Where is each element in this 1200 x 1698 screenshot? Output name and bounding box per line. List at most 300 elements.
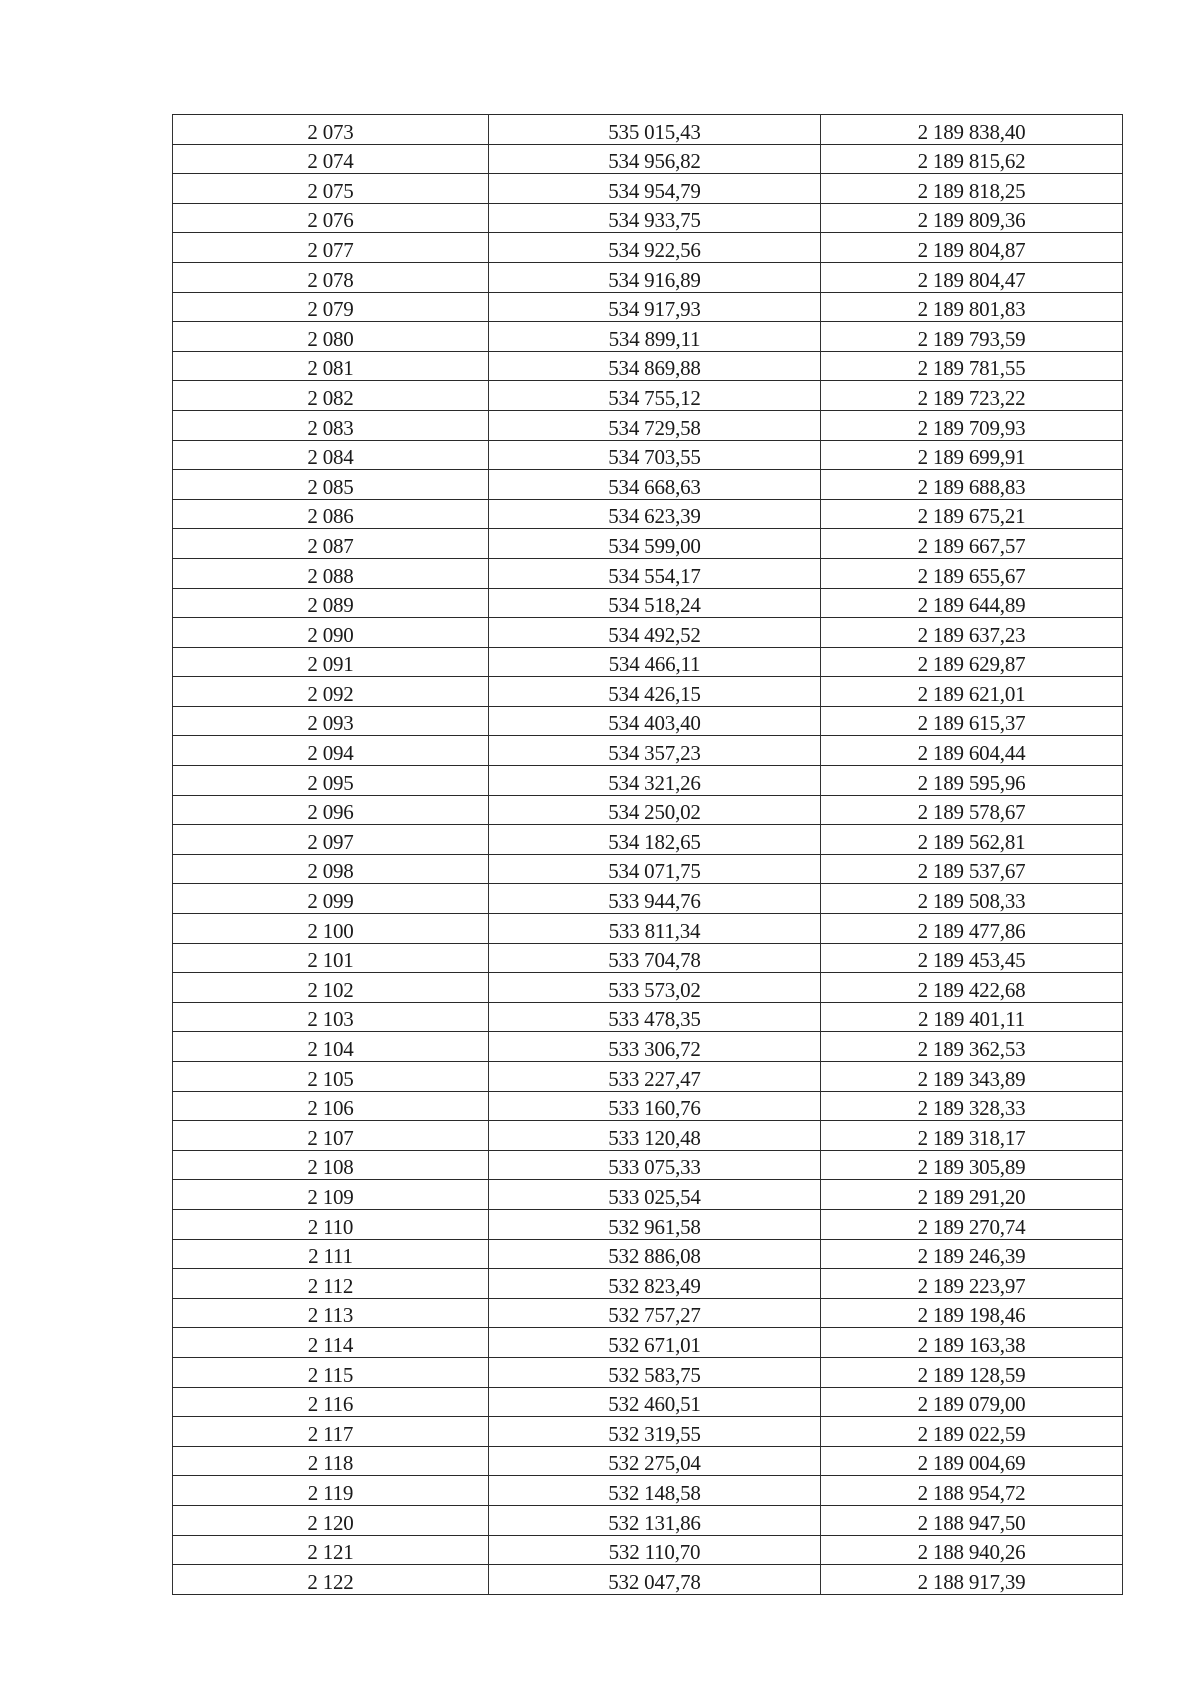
- cell-text: 2 078: [307, 267, 354, 292]
- cell-text: 2 188 917,39: [917, 1569, 1026, 1594]
- point-number-cell: [173, 1032, 489, 1062]
- x-coordinate-cell: [489, 470, 821, 500]
- cell-text: 534 554,17: [608, 563, 701, 588]
- table-row: [173, 262, 1123, 292]
- table-row: [173, 1387, 1123, 1417]
- cell-text: 2 115: [307, 1362, 354, 1387]
- y-coordinate-cell: [821, 322, 1123, 352]
- y-coordinate-cell: [821, 1180, 1123, 1210]
- point-number-cell: [173, 1091, 489, 1121]
- cell-text: 2 118: [307, 1451, 354, 1476]
- table-row: [173, 736, 1123, 766]
- y-coordinate-cell: [821, 499, 1123, 529]
- y-coordinate-cell: [821, 1209, 1123, 1239]
- point-number-cell: [173, 203, 489, 233]
- cell-text: 534 933,75: [608, 208, 701, 233]
- cell-text: 2 094: [307, 741, 354, 766]
- point-number-cell: [173, 1239, 489, 1269]
- cell-text: 2 188 947,50: [917, 1510, 1026, 1535]
- table-row: [173, 440, 1123, 470]
- cell-text: 534 599,00: [608, 533, 701, 558]
- cell-text: 2 189 723,22: [917, 385, 1026, 410]
- table-row: [173, 174, 1123, 204]
- y-coordinate-cell: [821, 1476, 1123, 1506]
- cell-text: 2 189 655,67: [917, 563, 1026, 588]
- table-row: [173, 1032, 1123, 1062]
- y-coordinate-cell: [821, 381, 1123, 411]
- cell-text: 2 189 604,44: [917, 741, 1026, 766]
- x-coordinate-cell: [489, 1180, 821, 1210]
- cell-text: 2 189 615,37: [917, 711, 1026, 736]
- table-row: [173, 706, 1123, 736]
- cell-text: 2 189 079,00: [917, 1392, 1026, 1417]
- cell-text: 2 082: [307, 385, 354, 410]
- y-coordinate-cell: [821, 706, 1123, 736]
- point-number-cell: [173, 1535, 489, 1565]
- y-coordinate-cell: [821, 914, 1123, 944]
- point-number-cell: [173, 558, 489, 588]
- cell-text: 533 120,48: [608, 1125, 701, 1150]
- cell-text: 2 189 621,01: [917, 681, 1026, 706]
- cell-text: 2 100: [307, 918, 354, 943]
- table-row: [173, 677, 1123, 707]
- point-number-cell: [173, 1446, 489, 1476]
- cell-text: 2 189 675,21: [917, 504, 1026, 529]
- y-coordinate-cell: [821, 795, 1123, 825]
- point-number-cell: [173, 1505, 489, 1535]
- table-row: [173, 292, 1123, 322]
- point-number-cell: [173, 943, 489, 973]
- cell-text: 2 097: [307, 829, 354, 854]
- x-coordinate-cell: [489, 1535, 821, 1565]
- x-coordinate-cell: [489, 795, 821, 825]
- cell-text: 2 189 328,33: [917, 1096, 1026, 1121]
- cell-text: 534 321,26: [608, 770, 701, 795]
- cell-text: 534 869,88: [608, 356, 701, 381]
- y-coordinate-cell: [821, 410, 1123, 440]
- cell-text: 2 189 781,55: [917, 356, 1026, 381]
- cell-text: 2 116: [307, 1392, 354, 1417]
- y-coordinate-cell: [821, 262, 1123, 292]
- cell-text: 534 403,40: [608, 711, 701, 736]
- y-coordinate-cell: [821, 677, 1123, 707]
- x-coordinate-cell: [489, 351, 821, 381]
- y-coordinate-cell: [821, 1002, 1123, 1032]
- cell-text: 2 189 305,89: [917, 1155, 1026, 1180]
- point-number-cell: [173, 292, 489, 322]
- point-number-cell: [173, 736, 489, 766]
- x-coordinate-cell: [489, 1476, 821, 1506]
- point-number-cell: [173, 440, 489, 470]
- cell-text: 2 079: [307, 297, 354, 322]
- cell-text: 532 583,75: [608, 1362, 701, 1387]
- y-coordinate-cell: [821, 292, 1123, 322]
- cell-text: 2 106: [307, 1096, 354, 1121]
- point-number-cell: [173, 884, 489, 914]
- cell-text: 2 189 637,23: [917, 622, 1026, 647]
- x-coordinate-cell: [489, 1121, 821, 1151]
- cell-text: 2 081: [307, 356, 354, 381]
- table-row: [173, 854, 1123, 884]
- cell-text: 2 104: [307, 1037, 354, 1061]
- cell-text: 2 189 629,87: [917, 652, 1026, 677]
- x-coordinate-cell: [489, 1032, 821, 1062]
- cell-text: 2 092: [307, 681, 354, 706]
- y-coordinate-cell: [821, 144, 1123, 174]
- x-coordinate-cell: [489, 588, 821, 618]
- cell-text: 532 319,55: [608, 1421, 701, 1446]
- y-coordinate-cell: [821, 1121, 1123, 1151]
- cell-text: 2 189 453,45: [917, 948, 1026, 973]
- cell-text: 533 478,35: [608, 1007, 701, 1032]
- table-row: [173, 1239, 1123, 1269]
- x-coordinate-cell: [489, 233, 821, 263]
- cell-text: 2 109: [307, 1184, 354, 1209]
- point-number-cell: [173, 1150, 489, 1180]
- point-number-cell: [173, 1002, 489, 1032]
- point-number-cell: [173, 618, 489, 648]
- cell-text: 2 189 578,67: [917, 800, 1026, 825]
- table-row: [173, 351, 1123, 381]
- cell-text: 2 189 343,89: [917, 1066, 1026, 1091]
- point-number-cell: [173, 1269, 489, 1299]
- cell-text: 532 823,49: [608, 1273, 701, 1298]
- cell-text: 2 189 477,86: [917, 918, 1026, 943]
- cell-text: 2 077: [307, 237, 354, 262]
- table-row: [173, 588, 1123, 618]
- point-number-cell: [173, 144, 489, 174]
- table-row: [173, 1446, 1123, 1476]
- table-row: [173, 470, 1123, 500]
- cell-text: 534 703,55: [608, 445, 701, 470]
- cell-text: 533 075,33: [608, 1155, 701, 1180]
- coordinates-table-body: [173, 115, 1123, 1595]
- cell-text: 2 189 667,57: [917, 533, 1026, 558]
- x-coordinate-cell: [489, 1328, 821, 1358]
- table-row: [173, 1505, 1123, 1535]
- cell-text: 2 108: [307, 1155, 354, 1180]
- table-row: [173, 115, 1123, 145]
- y-coordinate-cell: [821, 943, 1123, 973]
- y-coordinate-cell: [821, 203, 1123, 233]
- cell-text: 2 189 709,93: [917, 415, 1026, 440]
- table-row: [173, 203, 1123, 233]
- x-coordinate-cell: [489, 1565, 821, 1595]
- cell-text: 2 107: [307, 1125, 354, 1150]
- cell-text: 534 426,15: [608, 681, 701, 706]
- x-coordinate-cell: [489, 1357, 821, 1387]
- point-number-cell: [173, 174, 489, 204]
- point-number-cell: [173, 854, 489, 884]
- table-row: [173, 233, 1123, 263]
- point-number-cell: [173, 1180, 489, 1210]
- cell-text: 2 112: [307, 1273, 354, 1298]
- table-row: [173, 1357, 1123, 1387]
- point-number-cell: [173, 322, 489, 352]
- cell-text: 2 189 004,69: [917, 1451, 1026, 1476]
- cell-text: 2 189 815,62: [917, 149, 1026, 174]
- cell-text: 2 189 699,91: [917, 445, 1026, 470]
- y-coordinate-cell: [821, 558, 1123, 588]
- cell-text: 2 189 801,83: [917, 297, 1026, 322]
- cell-text: 2 086: [307, 504, 354, 529]
- cell-text: 533 227,47: [608, 1066, 701, 1091]
- point-number-cell: [173, 588, 489, 618]
- y-coordinate-cell: [821, 1535, 1123, 1565]
- cell-text: 2 189 163,38: [917, 1332, 1026, 1357]
- point-number-cell: [173, 410, 489, 440]
- cell-text: 2 101: [307, 948, 354, 973]
- x-coordinate-cell: [489, 1002, 821, 1032]
- table-row: [173, 884, 1123, 914]
- y-coordinate-cell: [821, 766, 1123, 796]
- table-row: [173, 914, 1123, 944]
- point-number-cell: [173, 914, 489, 944]
- cell-text: 2 189 818,25: [917, 178, 1026, 203]
- point-number-cell: [173, 1387, 489, 1417]
- cell-text: 532 460,51: [608, 1392, 701, 1417]
- x-coordinate-cell: [489, 1150, 821, 1180]
- cell-text: 2 189 688,83: [917, 474, 1026, 499]
- cell-text: 535 015,43: [608, 119, 701, 144]
- x-coordinate-cell: [489, 410, 821, 440]
- cell-text: 2 189 246,39: [917, 1244, 1026, 1269]
- point-number-cell: [173, 766, 489, 796]
- x-coordinate-cell: [489, 1269, 821, 1299]
- cell-text: 2 189 318,17: [917, 1125, 1026, 1150]
- point-number-cell: [173, 262, 489, 292]
- cell-text: 2 120: [307, 1510, 354, 1535]
- cell-text: 2 073: [307, 119, 354, 144]
- table-row: [173, 410, 1123, 440]
- y-coordinate-cell: [821, 115, 1123, 145]
- point-number-cell: [173, 1357, 489, 1387]
- point-number-cell: [173, 825, 489, 855]
- y-coordinate-cell: [821, 351, 1123, 381]
- point-number-cell: [173, 1565, 489, 1595]
- cell-text: 2 091: [307, 652, 354, 677]
- x-coordinate-cell: [489, 854, 821, 884]
- cell-text: 2 189 198,46: [917, 1303, 1026, 1328]
- table-row: [173, 499, 1123, 529]
- cell-text: 532 047,78: [608, 1569, 701, 1594]
- point-number-cell: [173, 973, 489, 1003]
- y-coordinate-cell: [821, 1417, 1123, 1447]
- cell-text: 534 755,12: [608, 385, 701, 410]
- x-coordinate-cell: [489, 618, 821, 648]
- cell-text: 532 275,04: [608, 1451, 701, 1476]
- x-coordinate-cell: [489, 144, 821, 174]
- cell-text: 2 085: [307, 474, 354, 499]
- x-coordinate-cell: [489, 322, 821, 352]
- x-coordinate-cell: [489, 558, 821, 588]
- table-row: [173, 1328, 1123, 1358]
- table-row: [173, 1535, 1123, 1565]
- y-coordinate-cell: [821, 1446, 1123, 1476]
- x-coordinate-cell: [489, 203, 821, 233]
- cell-text: 2 096: [307, 800, 354, 825]
- cell-text: 2 099: [307, 889, 354, 914]
- cell-text: 2 122: [307, 1569, 354, 1594]
- table-row: [173, 1298, 1123, 1328]
- cell-text: 2 189 270,74: [917, 1214, 1026, 1239]
- x-coordinate-cell: [489, 736, 821, 766]
- y-coordinate-cell: [821, 884, 1123, 914]
- cell-text: 2 117: [307, 1421, 354, 1446]
- cell-text: 2 188 940,26: [917, 1540, 1026, 1565]
- x-coordinate-cell: [489, 706, 821, 736]
- cell-text: 2 110: [307, 1214, 354, 1239]
- x-coordinate-cell: [489, 381, 821, 411]
- table-row: [173, 766, 1123, 796]
- y-coordinate-cell: [821, 529, 1123, 559]
- cell-text: 534 668,63: [608, 474, 701, 499]
- y-coordinate-cell: [821, 1565, 1123, 1595]
- point-number-cell: [173, 381, 489, 411]
- y-coordinate-cell: [821, 174, 1123, 204]
- cell-text: 2 189 291,20: [917, 1184, 1026, 1209]
- table-row: [173, 1269, 1123, 1299]
- cell-text: 2 189 644,89: [917, 593, 1026, 618]
- cell-text: 2 089: [307, 593, 354, 618]
- cell-text: 2 189 128,59: [917, 1362, 1026, 1387]
- cell-text: 532 671,01: [608, 1332, 701, 1357]
- point-number-cell: [173, 706, 489, 736]
- x-coordinate-cell: [489, 884, 821, 914]
- y-coordinate-cell: [821, 1505, 1123, 1535]
- table-row: [173, 1209, 1123, 1239]
- point-number-cell: [173, 351, 489, 381]
- cell-text: 532 757,27: [608, 1303, 701, 1328]
- point-number-cell: [173, 1328, 489, 1358]
- cell-text: 534 357,23: [608, 741, 701, 766]
- y-coordinate-cell: [821, 1091, 1123, 1121]
- table-row: [173, 1565, 1123, 1595]
- point-number-cell: [173, 1209, 489, 1239]
- y-coordinate-cell: [821, 1062, 1123, 1092]
- cell-text: 532 148,58: [608, 1480, 701, 1505]
- cell-text: 2 189 838,40: [917, 119, 1026, 144]
- cell-text: 534 250,02: [608, 800, 701, 825]
- x-coordinate-cell: [489, 174, 821, 204]
- y-coordinate-cell: [821, 973, 1123, 1003]
- coordinates-table: [172, 114, 1123, 1595]
- y-coordinate-cell: [821, 588, 1123, 618]
- point-number-cell: [173, 233, 489, 263]
- table-row: [173, 1180, 1123, 1210]
- y-coordinate-cell: [821, 736, 1123, 766]
- y-coordinate-cell: [821, 440, 1123, 470]
- x-coordinate-cell: [489, 1505, 821, 1535]
- cell-text: 2 189 809,36: [917, 208, 1026, 233]
- cell-text: 534 729,58: [608, 415, 701, 440]
- x-coordinate-cell: [489, 292, 821, 322]
- x-coordinate-cell: [489, 115, 821, 145]
- cell-text: 2 189 422,68: [917, 977, 1026, 1002]
- cell-text: 532 131,86: [608, 1510, 701, 1535]
- cell-text: 534 492,52: [608, 622, 701, 647]
- cell-text: 532 961,58: [608, 1214, 701, 1239]
- table-row: [173, 381, 1123, 411]
- cell-text: 2 090: [307, 622, 354, 647]
- cell-text: 2 093: [307, 711, 354, 736]
- point-number-cell: [173, 1298, 489, 1328]
- x-coordinate-cell: [489, 440, 821, 470]
- x-coordinate-cell: [489, 766, 821, 796]
- cell-text: 534 956,82: [608, 149, 701, 174]
- cell-text: 534 518,24: [608, 593, 701, 618]
- cell-text: 534 922,56: [608, 237, 701, 262]
- cell-text: 533 160,76: [608, 1096, 701, 1121]
- table-row: [173, 1476, 1123, 1506]
- cell-text: 2 111: [308, 1244, 353, 1269]
- cell-text: 2 189 362,53: [917, 1037, 1026, 1061]
- table-row: [173, 322, 1123, 352]
- x-coordinate-cell: [489, 1298, 821, 1328]
- cell-text: 2 189 537,67: [917, 859, 1026, 884]
- y-coordinate-cell: [821, 618, 1123, 648]
- x-coordinate-cell: [489, 1417, 821, 1447]
- point-number-cell: [173, 795, 489, 825]
- cell-text: 534 071,75: [608, 859, 701, 884]
- x-coordinate-cell: [489, 1387, 821, 1417]
- y-coordinate-cell: [821, 1032, 1123, 1062]
- y-coordinate-cell: [821, 1357, 1123, 1387]
- cell-text: 2 083: [307, 415, 354, 440]
- cell-text: 2 080: [307, 326, 354, 351]
- x-coordinate-cell: [489, 647, 821, 677]
- table-row: [173, 1121, 1123, 1151]
- point-number-cell: [173, 1121, 489, 1151]
- x-coordinate-cell: [489, 1446, 821, 1476]
- cell-text: 534 916,89: [608, 267, 701, 292]
- x-coordinate-cell: [489, 262, 821, 292]
- cell-text: 2 074: [307, 149, 354, 174]
- cell-text: 2 095: [307, 770, 354, 795]
- cell-text: 2 087: [307, 533, 354, 558]
- y-coordinate-cell: [821, 647, 1123, 677]
- table-row: [173, 529, 1123, 559]
- x-coordinate-cell: [489, 943, 821, 973]
- point-number-cell: [173, 115, 489, 145]
- table-row: [173, 647, 1123, 677]
- table-row: [173, 144, 1123, 174]
- point-number-cell: [173, 647, 489, 677]
- cell-text: 533 704,78: [608, 948, 701, 973]
- table-row: [173, 1091, 1123, 1121]
- y-coordinate-cell: [821, 1298, 1123, 1328]
- x-coordinate-cell: [489, 973, 821, 1003]
- y-coordinate-cell: [821, 233, 1123, 263]
- x-coordinate-cell: [489, 499, 821, 529]
- table-row: [173, 558, 1123, 588]
- cell-text: 2 188 954,72: [917, 1480, 1026, 1505]
- x-coordinate-cell: [489, 1062, 821, 1092]
- point-number-cell: [173, 1417, 489, 1447]
- cell-text: 2 189 562,81: [917, 829, 1026, 854]
- cell-text: 533 944,76: [608, 889, 701, 914]
- y-coordinate-cell: [821, 1328, 1123, 1358]
- cell-text: 2 075: [307, 178, 354, 203]
- table-row: [173, 795, 1123, 825]
- cell-text: 2 189 223,97: [917, 1273, 1026, 1298]
- cell-text: 2 102: [307, 977, 354, 1002]
- cell-text: 2 076: [307, 208, 354, 233]
- y-coordinate-cell: [821, 1150, 1123, 1180]
- table-row: [173, 825, 1123, 855]
- table-row: [173, 943, 1123, 973]
- cell-text: 2 084: [307, 445, 354, 470]
